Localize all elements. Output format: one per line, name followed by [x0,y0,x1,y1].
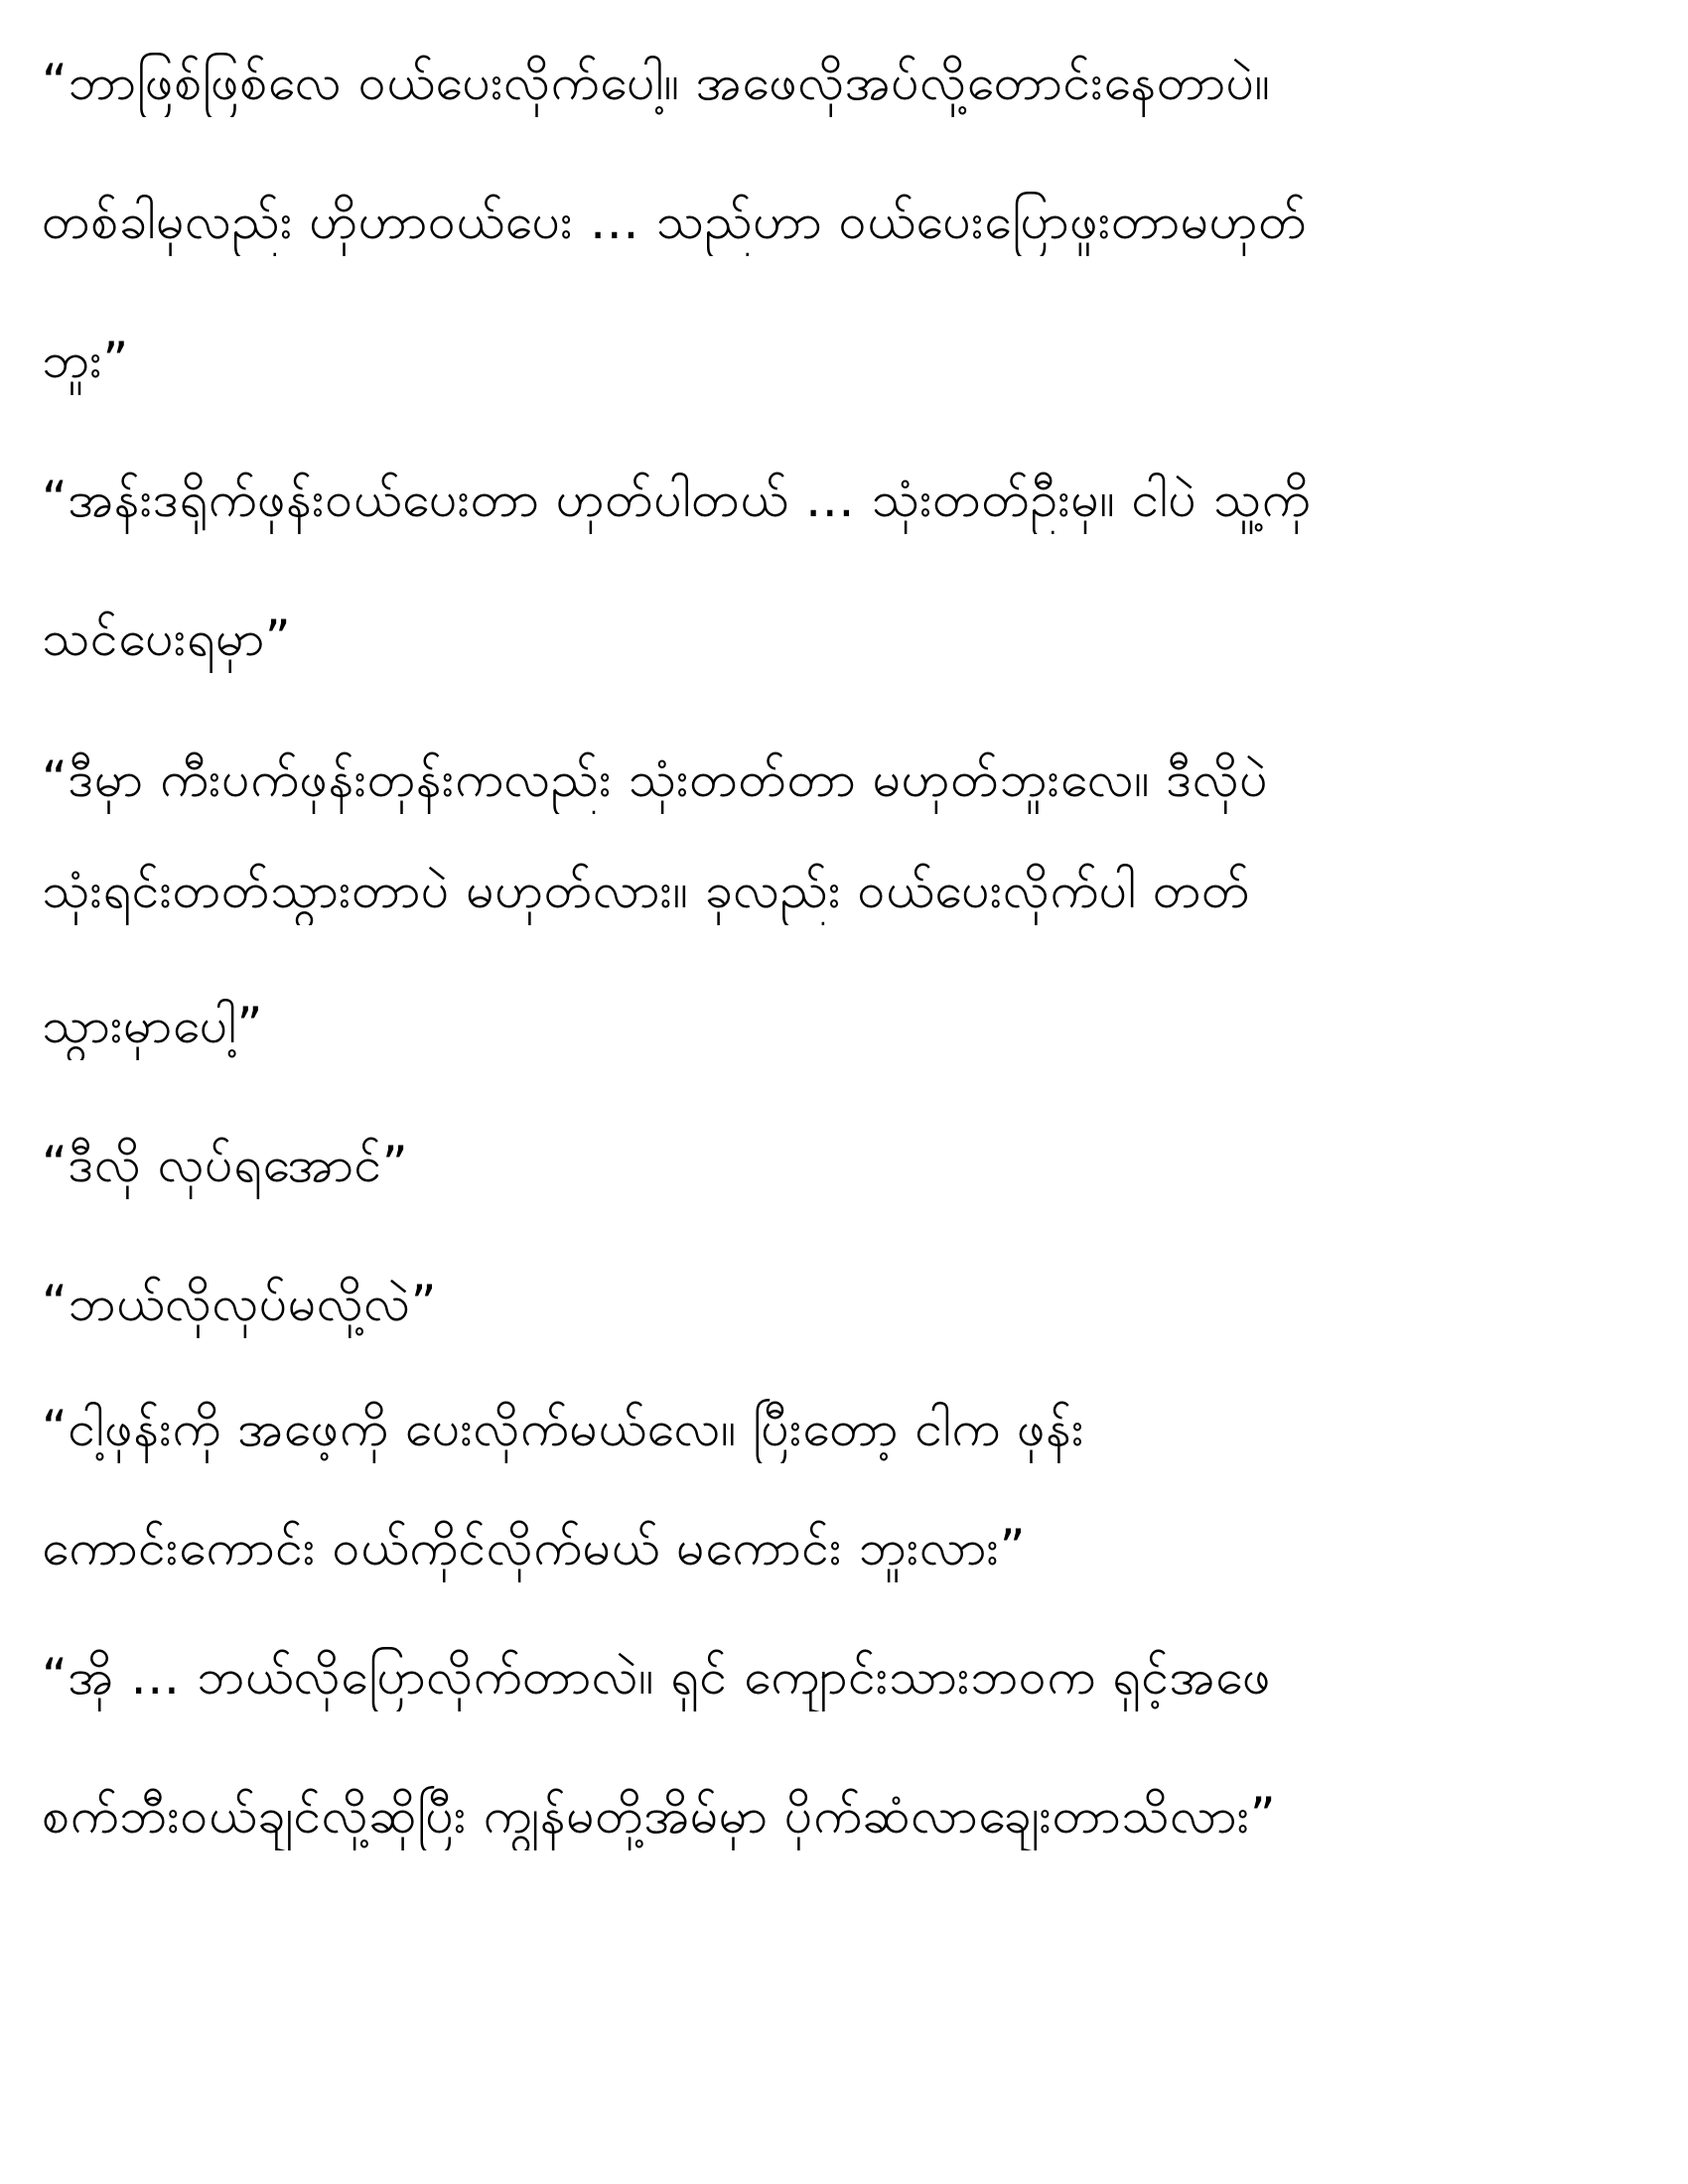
text-line: ဘူး” [42,332,129,389]
text-line: “ဒီလို လုပ်ရအောင်” [42,1136,409,1193]
text-line: ကောင်းကောင်း ဝယ်ကိုင်လိုက်မယ် မကောင်း ဘူးလား” [42,1519,1026,1576]
text-line: “အန်းဒရိုက်ဖုန်းဝယ်ပေးတာ ဟုတ်ပါတယ် … သုံးတတ်ဦးမှ။ ငါပဲ သူ့ကို [42,471,1312,528]
text-line: “အို … ဘယ်လိုပြောလိုက်တာလဲ။ ရှင် ကျောင်းသားဘဝက ရှင့်အဖေ [42,1648,1272,1706]
text-line: “ဘယ်လိုလုပ်မလို့လဲ” [42,1275,438,1332]
text-line: စက်ဘီးဝယ်ချင်လို့ဆိုပြီး ကျွန်မတို့အိမ်မှာ ပိုက်ဆံလာချေးတာသိလား” [42,1787,1277,1844]
text-line: တစ်ခါမှလည်း ဟိုဟာဝယ်ပေး … သည်ဟာ ဝယ်ပေးပြောဖူးတာမဟုတ် [42,193,1308,250]
text-line: “ဘာဖြစ်ဖြစ်လေ ဝယ်ပေးလိုက်ပေါ့။ အဖေလိုအပ်လို့တောင်းနေတာပဲ။ [42,54,1271,111]
text-line: သွားမှာပေါ့” [42,997,263,1054]
text-line: “ဒီမှာ ကီးပက်ဖုန်းတုန်းကလည်း သုံးတတ်တာ မဟုတ်ဘူးလေ။ ဒီလိုပဲ [42,751,1269,808]
text-line: သင်ပေးရမှာ” [42,610,292,667]
text-line: သုံးရင်းတတ်သွားတာပဲ မဟုတ်လား။ ခုလည်း ဝယ်ပေးလိုက်ပါ တတ် [42,862,1251,919]
text-line: “ငါ့ဖုန်းကို အဖေ့ကို ပေးလိုက်မယ်လေ။ ပြီးတော့ ငါက ဖုန်း [42,1400,1085,1457]
